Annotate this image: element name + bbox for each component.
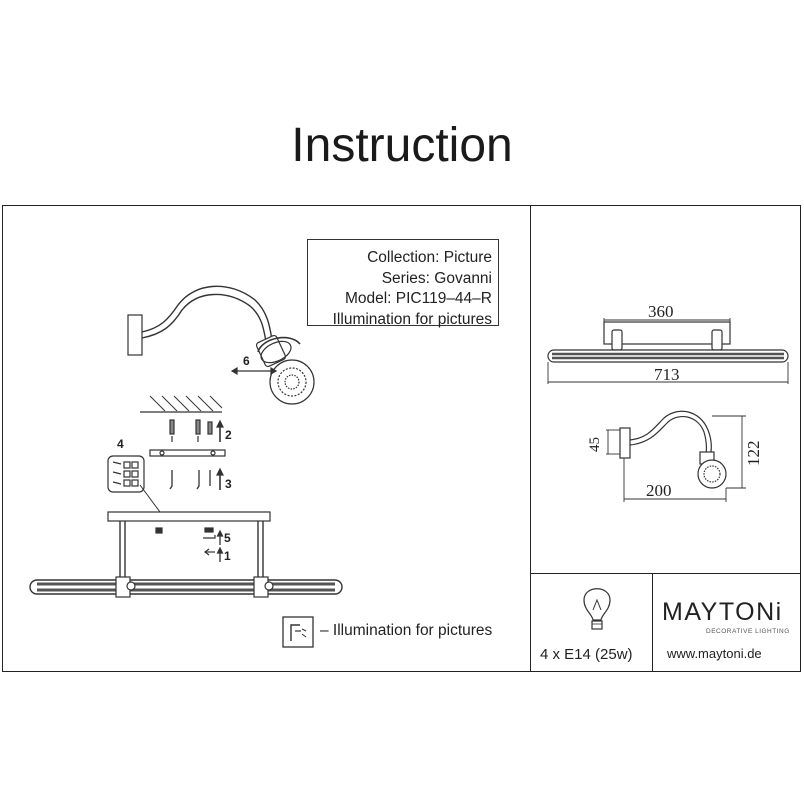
dowel <box>196 420 200 434</box>
step-6-label: 6 <box>243 354 250 368</box>
step-4-label: 4 <box>117 437 124 451</box>
page-title: Instruction <box>291 119 513 172</box>
purpose-label: Illumination for pictures <box>332 310 492 328</box>
crossbar-clip <box>156 528 162 533</box>
top-view-frame <box>604 322 730 344</box>
dowel <box>170 420 174 434</box>
model-label: Model: PIC119–44–R <box>344 290 492 307</box>
dim-height-45: 45 <box>587 437 603 452</box>
legend-text: – Illumination for pictures <box>320 622 493 639</box>
screw <box>197 470 199 489</box>
bulb-icon <box>584 589 610 620</box>
side-view-plate <box>620 428 630 458</box>
top-crossbar <box>108 512 270 521</box>
dim-top-width: 360 <box>648 302 674 321</box>
dim-height-122: 122 <box>744 440 763 466</box>
legend-icon-box <box>283 617 313 647</box>
series-label: Series: Govanni <box>381 269 492 287</box>
wall-plate <box>128 315 142 355</box>
brand-tagline: DECORATIVE LIGHTING <box>706 628 790 635</box>
bulb-spec: 4 x E14 (25w) <box>540 646 633 663</box>
light-bar <box>30 580 342 594</box>
lamp-head <box>270 360 314 404</box>
step-1-label: 1 <box>224 549 231 563</box>
website-link[interactable]: www.maytoni.de <box>667 646 762 661</box>
brand-logo: MAYTONi <box>662 598 783 626</box>
collection-label: Collection: Picture <box>367 249 492 266</box>
step-3-label: 3 <box>225 477 232 491</box>
step-5-label: 5 <box>224 531 231 545</box>
dowel <box>208 422 212 434</box>
top-view-bar <box>548 350 788 362</box>
wall-hatch <box>150 396 222 411</box>
arm-curve-inner <box>142 294 266 342</box>
dim-bar-length: 713 <box>654 365 680 384</box>
step-2-label: 2 <box>225 428 232 442</box>
side-view-arm <box>630 411 711 456</box>
dim-reach: 200 <box>646 481 672 500</box>
screw <box>170 470 172 489</box>
side-view-head <box>698 460 726 488</box>
